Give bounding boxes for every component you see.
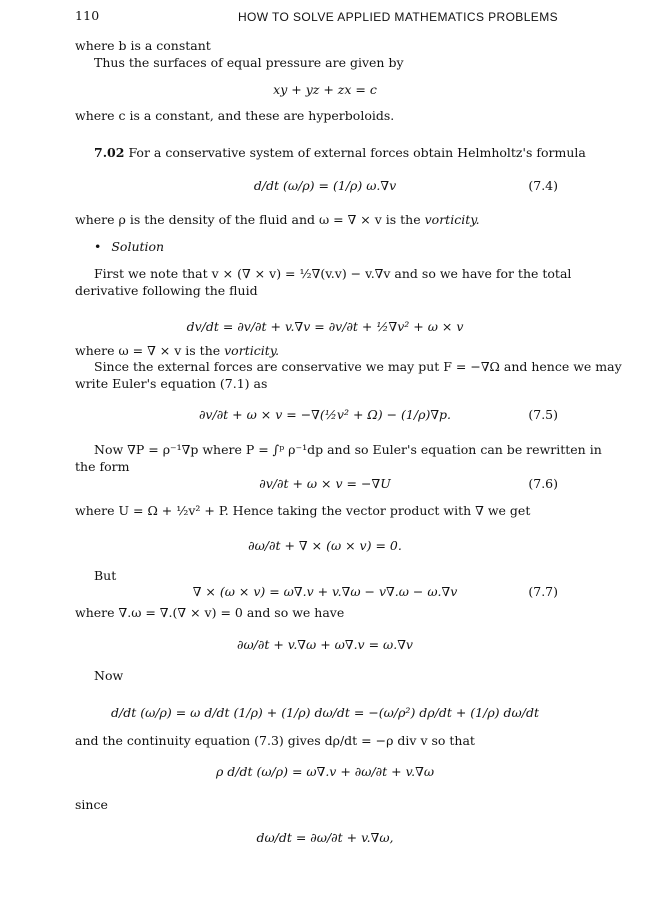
equation-tag: (7.5) <box>528 407 558 422</box>
equation-tag: (7.6) <box>528 476 558 491</box>
equation-derivative: dv/dt = ∂v/∂t + v.∇v = ∂v/∂t + ½∇v² + ω × v <box>186 319 464 334</box>
equation-7-7: ∇ × (ω × v) = ω∇.v + v.∇ω − v∇.ω − ω.∇v <box>192 584 458 599</box>
equation-tag: (7.7) <box>528 584 558 599</box>
running-title: HOW TO SOLVE APPLIED MATHEMATICS PROBLEMS <box>237 10 558 24</box>
equation-curl: ∂ω/∂t + ∇ × (ω × v) = 0. <box>248 538 402 553</box>
equation-continuity: ρ d/dt (ω/ρ) = ω∇.v + ∂ω/∂t + v.∇ω <box>215 764 435 779</box>
text-line: Thus the surfaces of equal pressure are given by <box>94 55 404 70</box>
text-line: Since the external forces are conservative we may put F = −∇Ω and hence we may <box>94 359 622 374</box>
problem-number: 7.02 <box>94 145 125 160</box>
solution-label: Solution <box>111 239 165 254</box>
equation-since: dω/dt = ∂ω/∂t + v.∇ω, <box>256 830 394 845</box>
text-line: Now <box>94 668 124 683</box>
text-line: where b is a constant <box>75 38 211 53</box>
text-line: write Euler's equation (7.1) as <box>75 376 268 391</box>
emphasis: vorticity. <box>224 343 280 358</box>
text-line: Now ∇P = ρ⁻¹∇p where P = ∫ᵖ ρ⁻¹dp and so Euler's equation can be rewritten in <box>94 442 602 457</box>
text-line <box>75 212 480 228</box>
text-line: the form <box>75 459 130 474</box>
text-line: where U = Ω + ½v² + P. Hence taking the vector product with ∇ we get <box>75 503 531 518</box>
text-span: where ω = ∇ × v is the <box>75 343 225 358</box>
text-line: where ∇.ω = ∇.(∇ × v) = 0 and so we have <box>75 605 345 620</box>
equation-tag: (7.4) <box>528 178 558 193</box>
equation-ratio: d/dt (ω/ρ) = ω d/dt (1/ρ) + (1/ρ) dω/dt = −(ω/ρ²) dρ/dt + (1/ρ) dω/dt <box>111 705 539 720</box>
equation-omega: ∂ω/∂t + v.∇ω + ω∇.v = ω.∇v <box>236 637 413 652</box>
text-line <box>75 343 279 359</box>
equation-7-5: ∂v/∂t + ω × v = −∇(½v² + Ω) − (1/ρ)∇p. <box>198 407 452 422</box>
text-line: where c is a constant, and these are hyperboloids. <box>75 108 395 123</box>
problem-text: For a conservative system of external forces obtain Helmholtz's formula <box>128 145 586 160</box>
text-span: where ρ is the density of the fluid and ω = ∇ × v is the <box>75 212 425 227</box>
solution-heading <box>94 239 164 255</box>
equation-7-6: ∂v/∂t + ω × v = −∇U <box>259 476 391 491</box>
page-number: 110 <box>75 8 100 23</box>
equation-7-4: d/dt (ω/ρ) = (1/ρ) ω.∇v <box>253 178 397 193</box>
equation-hyperboloid: xy + yz + zx = c <box>273 82 377 97</box>
emphasis: vorticity. <box>424 212 480 227</box>
text-line: and the continuity equation (7.3) gives dρ/dt = −ρ div v so that <box>75 733 475 748</box>
text-line: derivative following the fluid <box>75 283 258 298</box>
text-line: But <box>94 568 117 583</box>
problem-statement <box>94 145 586 161</box>
text-line: First we note that v × (∇ × v) = ½∇(v.v) − v.∇v and so we have for the total <box>94 266 572 281</box>
text-line: since <box>75 797 108 812</box>
bullet: • <box>94 239 102 254</box>
